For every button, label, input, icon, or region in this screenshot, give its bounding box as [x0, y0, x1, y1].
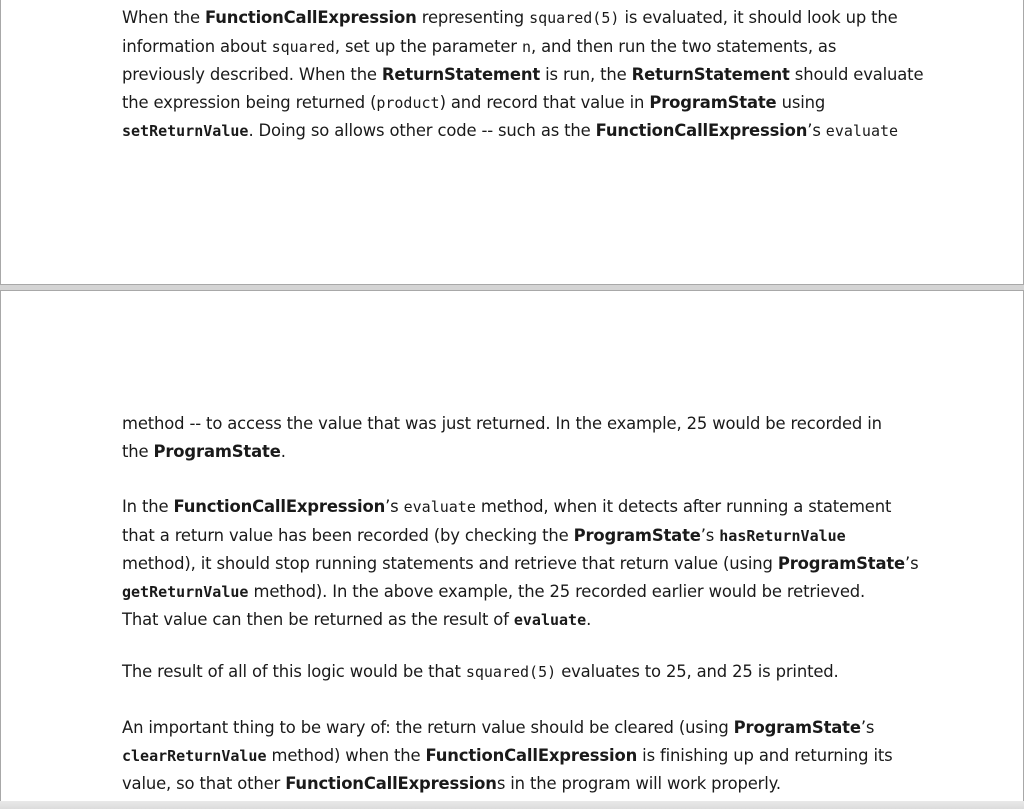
text-run: is run, the [540, 65, 632, 85]
bold-term: ProgramState [777, 554, 906, 574]
page-bottom-edge [0, 801, 1024, 809]
text-run: method) when the [266, 745, 426, 765]
text-line [122, 522, 912, 551]
bold-term: ProgramState [649, 92, 777, 112]
code-term: squared(5) [465, 663, 557, 681]
text-run: ) and record that value in [439, 92, 650, 112]
text-run: is evaluated, it should look up the [619, 8, 898, 27]
text-run: representing [416, 8, 530, 27]
text-line [122, 33, 912, 62]
text-line [122, 658, 912, 687]
bold-term: FunctionCallExpression [285, 774, 497, 794]
text-run: That value can then be returned as the result of [122, 610, 514, 630]
text-run: . Doing so allows other code -- such as the [248, 121, 596, 141]
bold-term: FunctionCallExpression [595, 121, 808, 141]
text-run: is finishing up and returning its [637, 745, 893, 765]
bold-term: ProgramState [573, 525, 701, 545]
document-page-1 [0, 0, 1024, 285]
bold-code-term: evaluate [513, 611, 587, 630]
text-run: method). In the above example, the 25 recorded earlier would be retrieved. [248, 581, 866, 601]
text-run: When the [122, 8, 206, 27]
bold-code-term: clearReturnValue [122, 746, 267, 765]
code-term: evaluate [403, 498, 476, 516]
paragraph-evaluate-method [122, 493, 919, 635]
text-line [122, 493, 912, 522]
text-run: ’s [905, 554, 919, 574]
text-run: ’s [860, 718, 875, 737]
text-line [122, 770, 912, 798]
code-term: product [376, 93, 440, 112]
bold-term: ReturnStatement [381, 65, 541, 85]
bold-term: ProgramState [153, 441, 281, 461]
code-term: squared [271, 37, 335, 56]
text-line [122, 61, 924, 89]
text-line [122, 410, 912, 438]
text-line [122, 4, 912, 33]
text-run: s in the program will work properly. [496, 774, 781, 794]
text-run: the [122, 441, 154, 461]
code-term: evaluate [825, 122, 899, 141]
text-run: method -- to access the value that was just returned. In the example, 25 would be recorded in [122, 414, 882, 433]
text-run: . [586, 610, 592, 630]
text-line [122, 438, 912, 466]
text-line [122, 714, 912, 742]
text-run: ’s [700, 525, 720, 545]
bold-code-term: hasReturnValue [719, 526, 846, 545]
text-line [122, 578, 912, 607]
text-line [122, 89, 912, 118]
paragraph-function-call-evaluation [122, 4, 924, 146]
text-run: information about [122, 36, 272, 56]
text-run: , set up the parameter [334, 36, 522, 56]
bold-term: FunctionCallExpression [173, 497, 386, 516]
text-run: The result of all of this logic would be that [122, 662, 466, 681]
text-run: , and then run the two statements, as [530, 36, 837, 56]
bold-term: FunctionCallExpression [425, 745, 638, 765]
text-run: evaluates to 25, and 25 is printed. [556, 662, 839, 681]
paragraph-result-summary [122, 658, 912, 687]
text-line [122, 606, 912, 635]
code-term: squared(5) [529, 9, 620, 27]
text-run: previously described. When the [122, 65, 382, 85]
text-line [122, 117, 912, 146]
bold-term: ProgramState [733, 718, 861, 737]
text-run: the expression being returned ( [122, 92, 377, 112]
text-line [122, 742, 912, 771]
text-run: method, when it detects after running a statement [475, 497, 892, 516]
text-line [122, 550, 919, 578]
text-run: value, so that other [122, 774, 286, 794]
bold-term: FunctionCallExpression [205, 8, 417, 27]
text-run: using [776, 92, 826, 112]
text-run: ’s [807, 121, 826, 141]
text-run: method), it should stop running statements and retrieve that return value (using [122, 554, 778, 574]
code-term: n [521, 37, 531, 56]
document-page-2 [0, 290, 1024, 809]
paragraph-method-access [122, 410, 912, 465]
bold-term: ReturnStatement [631, 65, 790, 85]
bold-code-term: setReturnValue [122, 122, 249, 141]
text-run: ’s [385, 497, 404, 516]
text-run: An important thing to be wary of: the return value should be cleared (using [122, 718, 734, 737]
text-run: that a return value has been recorded (by checking the [122, 525, 574, 545]
text-run: In the [122, 497, 174, 516]
text-run: . [280, 441, 286, 461]
bold-code-term: getReturnValue [122, 582, 249, 601]
paragraph-clear-return-value [122, 714, 912, 798]
text-run: should evaluate [789, 65, 924, 85]
